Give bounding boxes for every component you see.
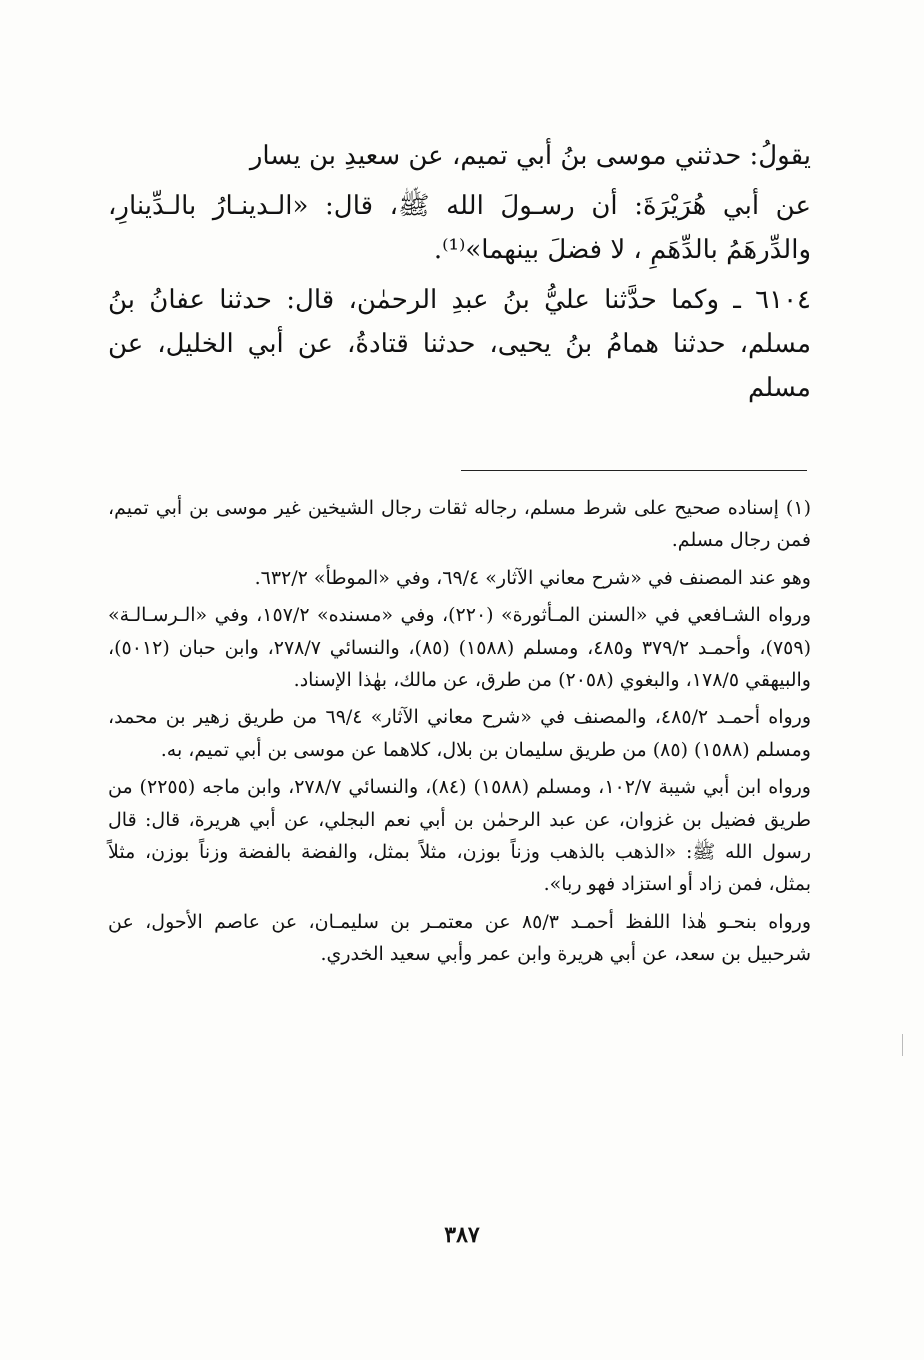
page-number: ٣٨٧	[444, 1222, 480, 1248]
footnote-paragraph: ورواه أحمـد ٤٨٥/٢، والمصنف في «شرح معاني الآثار» ٦٩/٤ من طريق زهير بن محمد، ومسلم (١٥٨٨) (٨٥) من طريق سليمان بن بلال، كلاهما عن موسى بن أبي تميم، به.	[108, 706, 812, 761]
main-text	[108, 134, 811, 410]
footnote-paragraph: (١) إسناده صحيح على شرط مسلم، رجاله ثقات رجال الشيخين غير موسى بن أبي تميم، فمن رجال مسلم.	[108, 497, 811, 552]
main-paragraph: ٦١٠٤ ـ وكما حدَّثنا عليُّ بنُ عبدِ الرحمٰن، قال: حدثنا عفانُ بنُ مسلم، حدثنا همامُ بنُ يحيى، حدثنا قتادةُ، عن أبي الخليل، عن مسلم	[108, 285, 811, 403]
footnote-separator	[461, 470, 807, 471]
main-paragraph: يقولُ: حدثني موسى بنُ أبي تميم، عن سعيدِ بن يسار	[249, 141, 811, 171]
footnote-paragraph: ورواه الشـافعي في «السنن المـأثورة» (٢٢٠)، وفي «مسنده» ١٥٧/٢، وفي «الـرسـالـة» (٧٥٩)، وأحمـد ٣٧٩/٢ و٤٨٥، ومسلم (١٥٨٨) (٨٥)، والنسائي ٢٧٨/٧، وابن حبان (٥٠١٢)، والبيهقي ١٧٨/٥، والبغوي (٢٠٥٨) من طرق، عن مالك، بهٰذا الإسناد.	[108, 604, 811, 692]
footnote-paragraph: وهو عند المصنف في «شرح معاني الآثار» ٦٩/٤، وفي «الموطأ» ٦٣٢/٢.	[254, 566, 811, 589]
footnote-paragraph: ورواه ابن أبي شيبة ١٠٢/٧، ومسلم (١٥٨٨) (٨٤)، والنسائي ٢٧٨/٧، وابن ماجه (٢٢٥٥) من طريق فضيل بن غزوان، عن عبد الرحمٰن بن أبي نعم البجلي، عن أبي هريرة، قال: قال رسول الله ﷺ: «الذهب بالذهب وزناً بوزن، مثلاً بمثل، والفضة بالفضة وزناً بوزن، مثلاً بمثل، فمن زاد أو استزاد فهو ربا».	[108, 776, 811, 896]
main-paragraph: عن أبي هُرَيْرَةَ: أن رسـولَ الله ﷺ، قال: «الـدينـارُ بالـدِّينارِ، والدِّرهَمُ بالدِّهَمِ ، لا فضلَ بينهما»⁽¹⁾.	[108, 191, 811, 265]
footnote-paragraph: ورواه بنحـو هٰذا اللفظ أحمـد ٨٥/٣ عن معتمـر بن سليمـان، عن عاصم الأحول، عن شرحبيل بن سعد، عن أبي هريرة وابن عمر وأبي سعيد الخدري.	[108, 910, 812, 966]
footnotes	[108, 492, 811, 971]
scan-edge-mark	[902, 1034, 903, 1056]
